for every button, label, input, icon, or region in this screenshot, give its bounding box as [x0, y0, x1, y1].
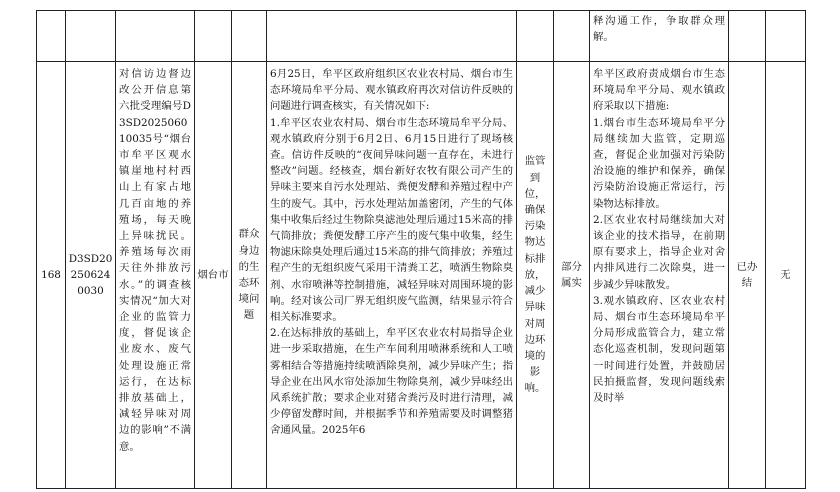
- previous-row: [37, 11, 806, 62]
- row-number: 168: [37, 62, 66, 489]
- prev-type-cell: [554, 11, 590, 62]
- table-row: [37, 62, 806, 489]
- prev-investigation-cell: [267, 11, 517, 62]
- prev-conclusion-cell: [517, 11, 554, 62]
- prev-complaint-cell: [116, 11, 195, 62]
- petition-table: [36, 10, 806, 489]
- handling-status: 已办结: [729, 62, 766, 489]
- petition-code: D3SD20250624 0030: [66, 62, 116, 489]
- reform-measures-text: 牟平区政府责成烟台市生态环境局牟平分局、观水镇政府采取以下措施: 1.烟台市生态环境局牟平分局继续加大监管，定期巡查，督促企业加强对污染防治设施的维护和保养，确保污染防治设施正常运行，污染物达标排放。 2.区农业农村局继续加大对该企业的技术指导，在前期原有要求上，指导企业对舍内排风进行二次除臭，进一步减少异味散发。 3.观水镇政府、区农业农村局、烟台市生态环境局牟平分局形成监管合力，建立常态化巡查机制，发现问题第一时间进行处置，并鼓励居民拍摄监督，发现问题线索及时举: [593, 68, 725, 405]
- reform-measures-cell: [590, 62, 729, 489]
- prev-no-cell: [37, 11, 66, 62]
- complaint-content: [116, 62, 195, 489]
- pollution-field: 群众身边的生态环境问题: [232, 62, 267, 489]
- investigation-cell: [267, 62, 517, 489]
- prev-code-cell: [66, 11, 116, 62]
- administrative-area: 烟台市: [195, 62, 232, 489]
- investigation-text: 6月25日，牟平区政府组织区农业农村局、烟台市生态环境局牟平分局、观水镇政府再次对信访件反映的问题进行调查核实，有关情况如下: 1.牟平区农业农村局、烟台市生态环境局牟平分局、观水镇政府分别于6月2日、6月15日进行了现场核查。信访件反映的“夜间异味问题一直存在，未进行整改”问题。经核查，烟台新好农牧有限公司产生的异味主要来自污水处理站、粪便发酵和养殖过程中产生的废气。其中，污水处理站加盖密闭，产生的气体集中收集后经过生物除臭滤池处理后通过15米高的排气筒排放；粪便发酵工序产生的废气集中收集，经生物滤床除臭处理后通过15米高的排气筒排放；养殖过程产生的无组织废气采用干清粪工艺，喷洒生物除臭剂、水帘喷淋等控制措施，减轻异味对周围环境的影响。经对该公司厂界无组织废气监测，结果显示符合相关标准要求。 2.在达标排放的基础上，牟平区农业农村局指导企业进一步采取措施，在生产车间利用喷淋系统和人工喷雾相结合等措施持续喷洒除臭剂，减少异味产生；指导企业在出风水帘处添加生物除臭剂，减少异味经出风系统扩散；要求企业对猪舍粪污及时进行清理，减少停留发酵时间，并根据季节和养殖需要及时调整猪舍通风量。2025年6: [270, 68, 513, 437]
- prev-field-cell: [232, 11, 267, 62]
- prev-penalty-cell: [766, 11, 806, 62]
- penalty-status: 无: [766, 62, 806, 489]
- verification-type: 部分属实: [554, 62, 590, 489]
- conclusion-cell: 监管到位，确保污染物达标排放，减少异味对周边环境的影响。: [517, 62, 554, 489]
- prev-status-cell: [729, 11, 766, 62]
- prev-area-cell: [195, 11, 232, 62]
- prev-reform-cell: [590, 11, 729, 62]
- prev-reform-text: 释沟通工作，争取群众理解。: [593, 15, 725, 44]
- complaint-text: 对信访边督边改公开信息第六批受理编号D3SD202506010035号“烟台市牟平区观水镇崖地村村西山上有家占地几百亩地的养殖场，每天晚上异味扰民。养殖场每次雨天往外排放污水。”的调查核实情况“加大对企业的监管力度，督促该企业废水、废气处理设施正常运行，在达标排放基础上，减轻异味对周边的影响”不满意。: [119, 68, 191, 453]
